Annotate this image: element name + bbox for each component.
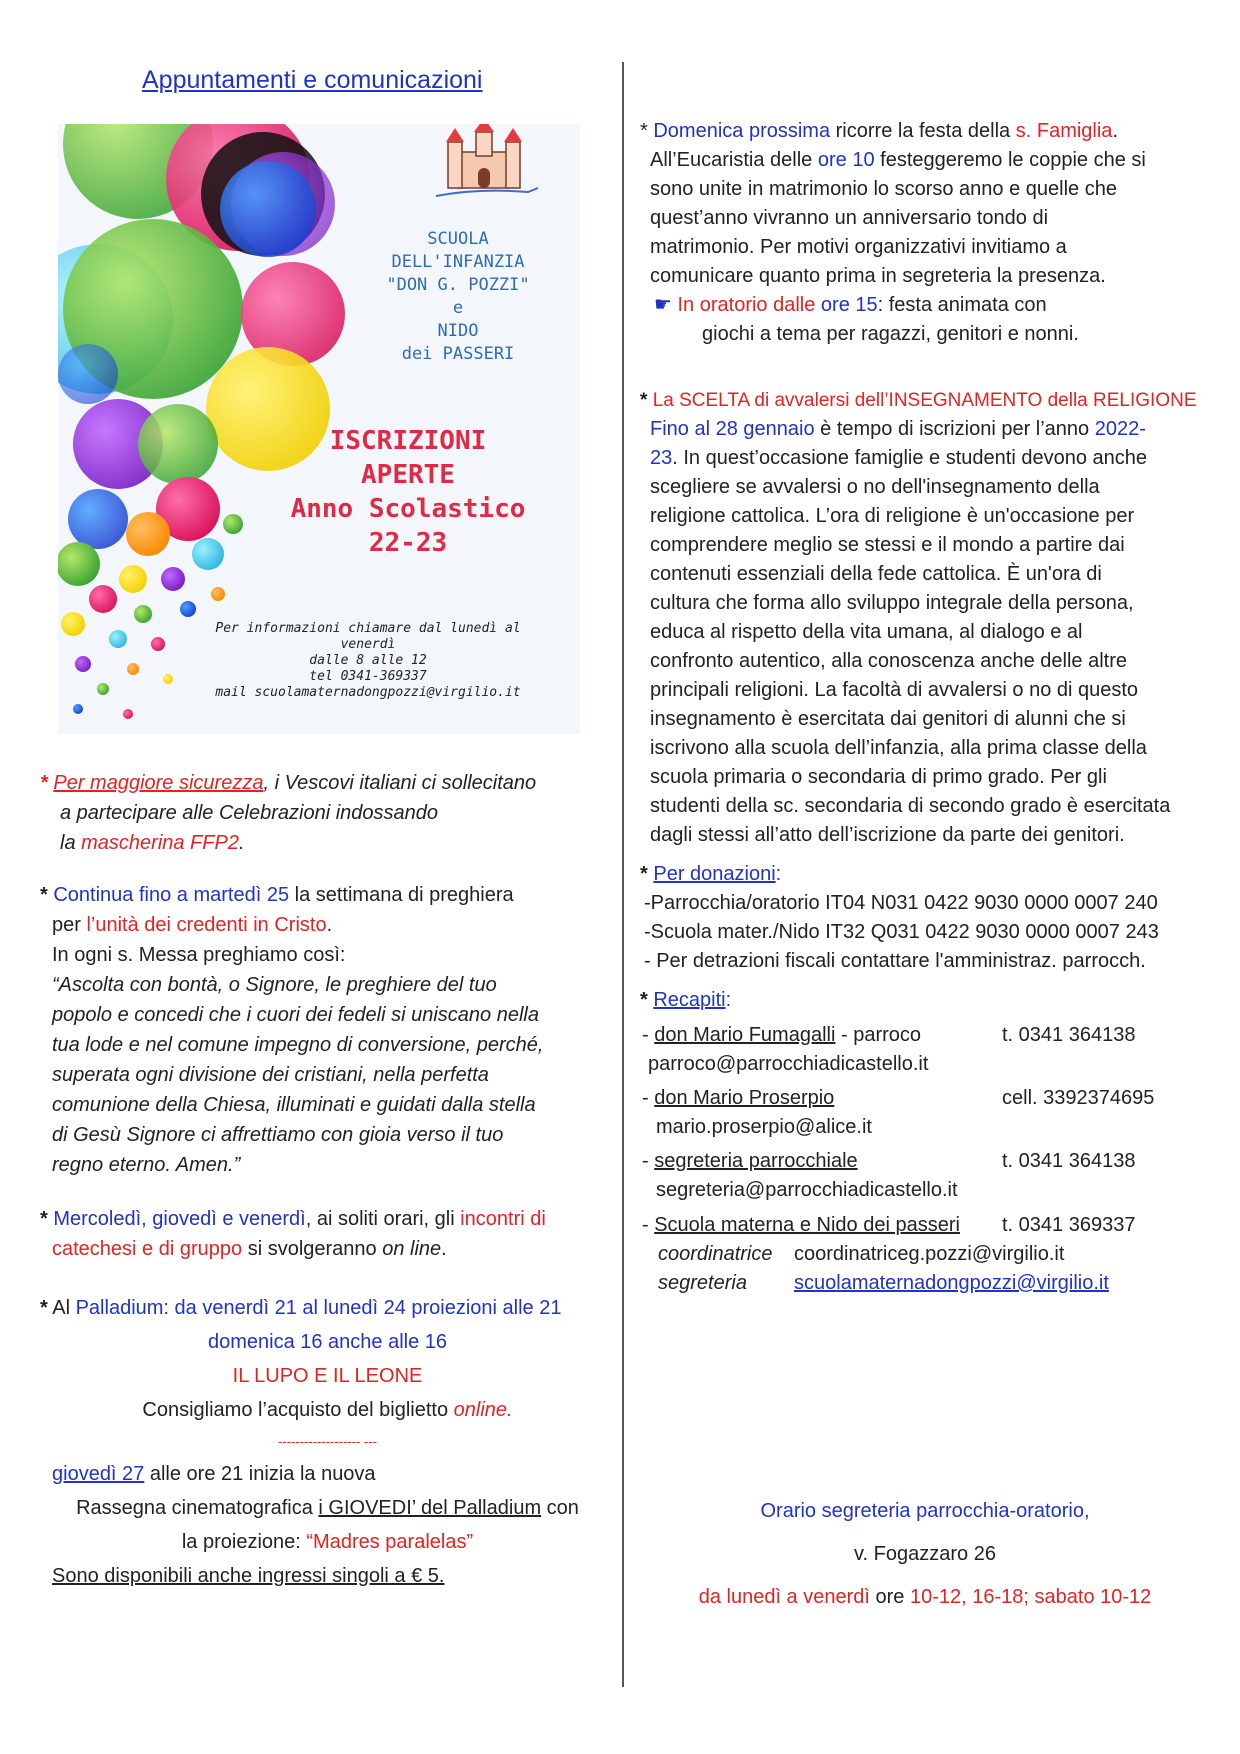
poster-school-name: SCUOLA DELL'INFANZIA "DON G. POZZI" e NIDO dei PASSERI xyxy=(386,229,530,364)
film-title: IL LUPO E IL LEONE xyxy=(232,1365,423,1387)
prayer-week-notice: * Continua fino a martedì 25 la settimana di preghiera per l’unità dei credenti in Cristo. In ogni s. Messa preghiamo così: “Ascolta con bontà, o Signore, le preghiere del tuo popolo e concedi che i cuori dei fedeli si uniscano nella tua lode e nel comune impegno di conversione, perché, superata ogni divisione dei cristiani, nella perfetta comunione della Chiesa, illuminati e guidati dalla stella di Gesù Signore ci affrettiamo con gioia verso il tuo regno eterno. Amen.” xyxy=(40,880,615,1180)
contact-scuola-materna: - Scuola materna e Nido dei passeri t. 0341 369337 coordinatrice coordinatriceg.pozzi@virgilio.it segreteria scuolamaternadongpozzi@virgilio.it xyxy=(642,1214,1136,1294)
poster-enrollment-title: ISCRIZIONI APERTE Anno Scolastico 22-23 xyxy=(290,426,526,558)
donations-section: * Per donazioni: -Parrocchia/oratorio IT04 N031 0422 9030 0000 0007 240 -Scuola mater./Nido IT32 Q031 0422 9030 0000 0007 243 - Per detrazioni fiscali contattare l'amministraz. parrocch. xyxy=(640,863,1159,972)
holy-family-notice: * Domenica prossima ricorre la festa della s. Famiglia. All’Eucaristia delle ore 10 festeggeremo le coppie che si sono unite in matrimonio lo scorso anno e quelle che quest’anno vivranno un anniversario tondo di matrimonio. Per motivi organizzativi invitiamo a comunicare quanto prima in segreteria la presenza. ☛ In oratorio dalle ore 15: festa animata con giochi a tema per ragazzi, genitori e nonni. xyxy=(640,120,1146,345)
pointing-hand-icon: ☛ xyxy=(654,294,672,316)
religion-teaching-notice: * La SCELTA di avvalersi dell’INSEGNAMENTO della RELIGIONE Fino al 28 gennaio è tempo di iscrizioni per l’anno 2022- 23. In quest’occasione famiglie e studenti devono anche scegliere se avvalersi o no dell'insegnamento della religione cattolica. L’ora di religione è un'occasione per comprendere meglio se stessi e il mondo a partire dai contenuti essenziali della fede cattolica. È un'ora di cultura che forma allo sviluppo integrale della persona, educa al rispetto della vita umana, al dialogo e al confronto autentico, alla conoscenza anche delle altre principali religioni. La facoltà di avvalersi o no di questo insegnamento è esercitata dai genitori di alunni che si iscrivono alla scuola dell’infanzia, alla prima classe della scuola primaria o secondaria di primo grado. Per gli studenti della sc. secondaria di secondo grado è esercitata dagli stessi all’atto dell’iscrizione da parte dei genitori. xyxy=(640,390,1197,846)
contact-proserpio: - don Mario Proserpio cell. 3392374695 mario.proserpio@alice.it xyxy=(642,1087,1155,1138)
office-hours: Orario segreteria parrocchia-oratorio, v. Fogazzaro 26 da lunedì a venerdì ore 10-12, 16-18; sabato 10-12 xyxy=(698,1500,1152,1608)
school-enrollment-poster xyxy=(58,124,580,734)
catechesis-notice: * Mercoledì, giovedì e venerdì, ai soliti orari, gli incontri di catechesi e di gruppo si svolgeranno on line. xyxy=(40,1208,546,1260)
school-email-link[interactable]: scuolamaternadongpozzi@virgilio.it xyxy=(794,1272,1109,1294)
contacts-heading: * Recapiti: xyxy=(640,989,732,1011)
contact-parroco: - don Mario Fumagalli - parroco t. 0341 364138 parroco@parrocchiadicastello.it xyxy=(642,1024,1136,1075)
mask-notice: * Per maggiore sicurezza, i Vescovi italiani ci sollecitano a partecipare alle Celebrazioni indossando la mascherina FFP2. xyxy=(40,772,537,854)
prayer-text: “Ascolta con bontà, o Signore, le preghiere del tuo popolo e concedi che i cuori dei fedeli si uniscano nella tua lode e nel comune impegno di conversione, perché, superata ogni divisione dei cristiani, nella perfetta comunione della Chiesa, illuminati e guidati dalla stella di Gesù Signore ci affrettiamo con gioia verso il tuo regno eterno. Amen.” xyxy=(52,974,544,1176)
column-divider xyxy=(622,62,624,1687)
palladium-notice: * Al Palladium: da venerdì 21 al lunedì 24 proiezioni alle 21 domenica 16 anche alle 16 IL LUPO E IL LEONE Consigliamo l’acquisto del biglietto online. ------------------- --- giovedì 27 alle ore 21 inizia la nuova Rassegna cinematografica i GIOVEDI’ del Palladium con la proiezione: “Madres paralelas” Sono disponibili anche ingressi singoli a € 5. xyxy=(40,1291,615,1593)
page-heading: Appuntamenti e comunicazioni xyxy=(142,66,483,94)
poster-contact-info: Per informazioni chiamare dal lunedì al venerdì dalle 8 alle 12 tel 0341-369337 mail scuolamaternadongpozzi@virgilio.it xyxy=(215,621,521,700)
contact-segreteria: - segreteria parrocchiale t. 0341 364138 segreteria@parrocchiadicastello.it xyxy=(642,1150,1136,1201)
